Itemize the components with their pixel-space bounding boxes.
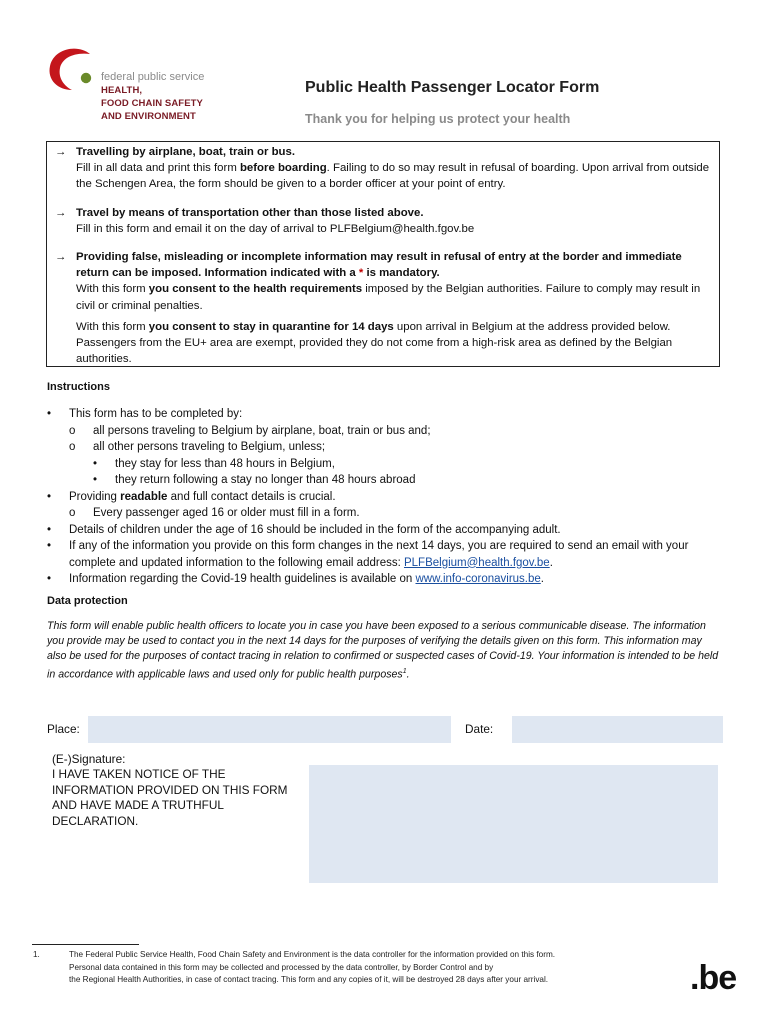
list-item: • This form has to be completed by: — [47, 406, 727, 423]
arrow-icon: → — [55, 207, 67, 219]
circle-bullet-icon: o — [69, 441, 76, 453]
list-item: o all persons traveling to Belgium by airplane, boat, train or bus and; — [47, 423, 727, 440]
bullet-icon: • — [47, 573, 52, 585]
data-protection-heading: Data protection — [47, 595, 128, 607]
date-label: Date: — [465, 722, 494, 736]
mandatory-star: * — [358, 267, 364, 280]
instructions-heading: Instructions — [47, 381, 110, 393]
circle-bullet-icon: o — [69, 507, 76, 519]
list-item: • Providing readable and full contact details is crucial. — [47, 489, 727, 506]
notice-item-false-title: Providing false, misleading or incomplete information may result in refusal of entry at the border and immediate return can be imposed. Information indicated with a * is mandatory. — [76, 251, 682, 280]
bullet-icon: • — [47, 523, 52, 536]
notice-item-other-transport — [47, 205, 719, 237]
notice-quarantine-consent: With this form you consent to stay in quarantine for 14 days upon arrival in Belgium at the address provided below. Passengers from the EU+ area are exempt, provided they do not come from a high-risk area as defined by the Belgian authorities. — [76, 320, 673, 366]
page-title: Public Health Passenger Locator Form — [305, 79, 600, 96]
bullet-icon: • — [47, 408, 52, 420]
arrow-icon: → — [55, 146, 67, 158]
notice-box — [46, 141, 720, 367]
bullet-icon: • — [93, 474, 98, 486]
notice-item-airplane-text: Fill in all data and print this form before boarding. Failing to do so may result in refusal of boarding. Upon arrival from outside the Schengen Area, the form should be given to a border officer at your point of entry. — [76, 162, 710, 191]
logo-line-health: HEALTH, — [101, 85, 143, 96]
coronavirus-website-link[interactable]: www.info-coronavirus.be — [415, 573, 541, 585]
circle-bullet-icon: o — [69, 424, 76, 437]
notice-item-airplane-title: Travelling by airplane, boat, train or bus. — [76, 146, 296, 158]
bullet-icon: • — [47, 540, 52, 552]
email-link[interactable]: PLFBelgium@health.fgov.be — [403, 556, 550, 569]
signature-label: (E-)Signature: — [52, 752, 126, 766]
footnote-text: The Federal Public Service Health, Food Chain Safety and Environment is the data controller for the information provided on this form. Personal data contained in this form may be collected and processed by the data controller, by Border Control and by the Regional Health Authorities, in case of contact tracing. This form and any copies of it, will be destroyed 28 days after your arrival. — [69, 950, 556, 984]
list-item: o Every passenger aged 16 or older must fill in a form. — [47, 505, 727, 522]
place-input[interactable] — [88, 716, 451, 743]
list-item: • they return following a stay no longer than 48 hours abroad — [47, 472, 727, 489]
list-item: • they stay for less than 48 hours in Belgium, — [47, 456, 727, 473]
signature-field[interactable] — [309, 765, 718, 883]
notice-health-consent: With this form you consent to the health requirements imposed by the Belgian authorities. Failure to comply may result in civil or criminal penalties. — [76, 283, 701, 312]
fps-logo-icon — [44, 42, 104, 102]
fps-logo — [44, 42, 204, 132]
logo-line-food: FOOD CHAIN SAFETY — [101, 98, 203, 109]
list-item: • Details of children under the age of 16 should be included in the form of the accompanying adult. — [47, 522, 727, 539]
instructions-list — [47, 406, 727, 588]
declaration-text: I HAVE TAKEN NOTICE OF THE INFORMATION PROVIDED ON THIS FORM AND HAVE MADE A TRUTHFUL DECLARATION. — [52, 767, 288, 828]
footnote-divider — [32, 944, 139, 945]
list-item: • Information regarding the Covid-19 health guidelines is available on www.info-coronavirus.be. — [47, 571, 727, 588]
notice-item-false-info — [47, 249, 719, 367]
page-subtitle: Thank you for helping us protect your health — [305, 112, 571, 126]
logo-line-fps: federal public service — [101, 71, 205, 83]
bullet-icon: • — [47, 490, 52, 503]
list-item: • If any of the information you provide on this form changes in the next 14 days, you are required to send an email with your complete and updated information to the following email address: PLFBelgium@health.fgov.be. — [47, 540, 689, 569]
data-protection-text: This form will enable public health officers to locate you in case you have been exposed to a serious communicable disease. The information you provide may be used to contact you in the next 14 days for the purposes of verifying the details given on this form. This information may also be used for the purposes of contact tracing in relation to confirmed or suspected cases of Covid-19. Your information is intended to be held in accordance with applicable laws and used only for public health purposes$^1$. — [47, 620, 719, 681]
logo-line-env: AND ENVIRONMENT — [101, 111, 196, 122]
list-item: o all other persons traveling to Belgium, unless; — [47, 439, 727, 456]
be-logo: .be — [690, 959, 737, 997]
notice-item-other-text: Fill in this form and email it on the day of arrival to PLFBelgium@health.fgov.be — [76, 223, 475, 236]
arrow-icon: → — [55, 251, 67, 263]
bullet-icon: • — [93, 457, 98, 470]
notice-item-airplane — [47, 144, 719, 193]
footnote-number: 1. — [33, 950, 40, 959]
notice-item-other-title: Travel by means of transportation other than those listed above. — [76, 207, 424, 219]
place-label: Place: — [47, 722, 80, 736]
date-input[interactable] — [512, 716, 723, 743]
